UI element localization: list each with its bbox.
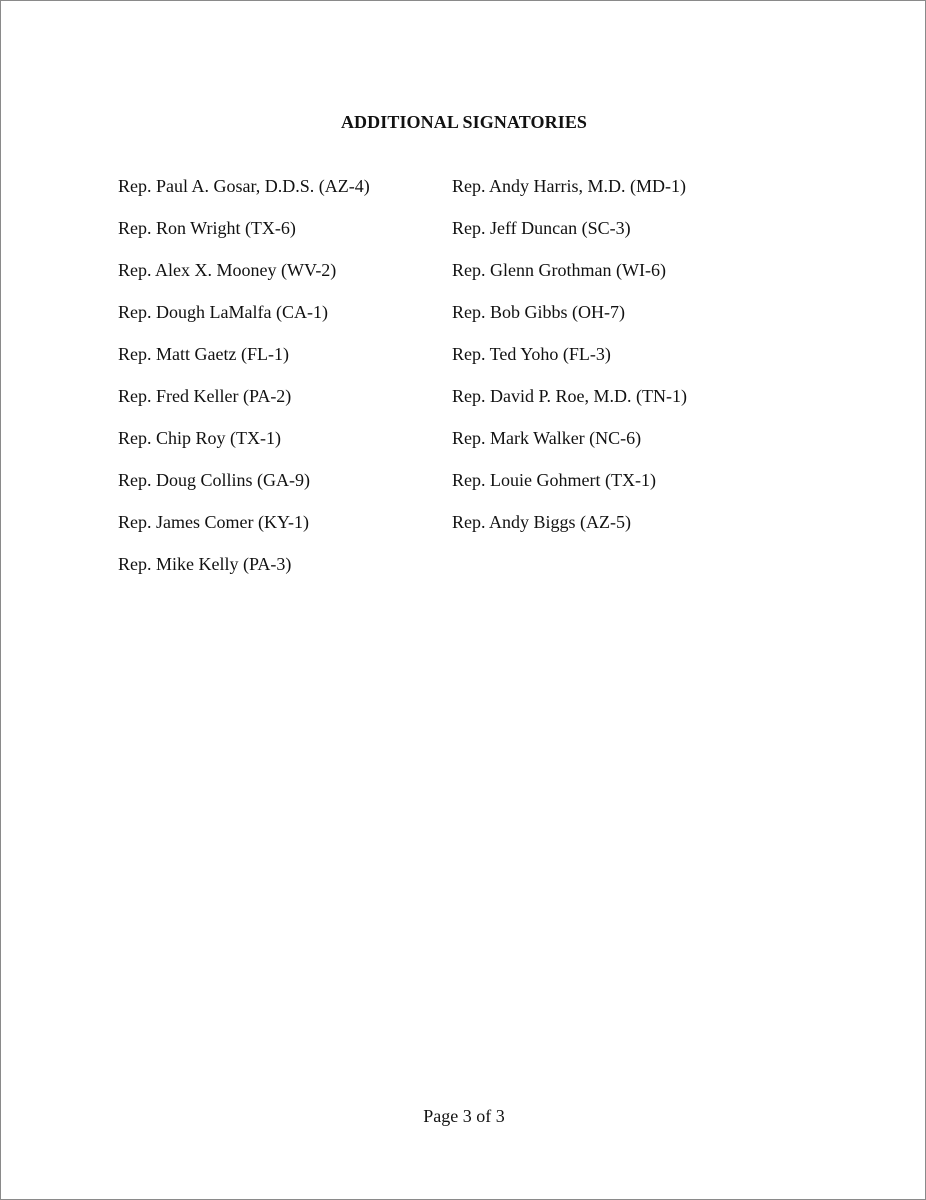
signatory-item: Rep. Glenn Grothman (WI-6): [452, 260, 666, 280]
signatory-item: Rep. Bob Gibbs (OH-7): [452, 302, 625, 322]
signatory-item: Rep. Dough LaMalfa (CA-1): [118, 302, 328, 322]
signatories-left-column: [118, 175, 370, 595]
signatory-item: Rep. James Comer (KY-1): [118, 512, 309, 532]
signatory-item: Rep. Andy Harris, M.D. (MD-1): [452, 176, 686, 196]
signatory-item: Rep. Mike Kelly (PA-3): [118, 554, 292, 574]
signatories-right-column: [452, 175, 687, 553]
page-title: ADDITIONAL SIGNATORIES: [340, 112, 588, 132]
signatory-item: Rep. David P. Roe, M.D. (TN-1): [452, 386, 687, 406]
page-number: Page 3 of 3: [423, 1106, 505, 1126]
signatory-item: Rep. Paul A. Gosar, D.D.S. (AZ-4): [118, 176, 370, 196]
signatory-item: Rep. Alex X. Mooney (WV-2): [118, 260, 337, 280]
signatory-item: Rep. Andy Biggs (AZ-5): [452, 512, 631, 532]
signatory-item: Rep. Mark Walker (NC-6): [452, 428, 642, 448]
signatory-item: Rep. Matt Gaetz (FL-1): [118, 344, 289, 364]
signatory-item: Rep. Fred Keller (PA-2): [118, 386, 292, 406]
signatory-item: Rep. Chip Roy (TX-1): [118, 428, 281, 448]
signatory-item: Rep. Doug Collins (GA-9): [118, 470, 310, 490]
signatory-item: Rep. Ted Yoho (FL-3): [452, 344, 611, 364]
signatory-item: Rep. Ron Wright (TX-6): [118, 218, 296, 238]
signatory-item: Rep. Louie Gohmert (TX-1): [452, 470, 656, 490]
signatory-item: Rep. Jeff Duncan (SC-3): [452, 218, 631, 238]
